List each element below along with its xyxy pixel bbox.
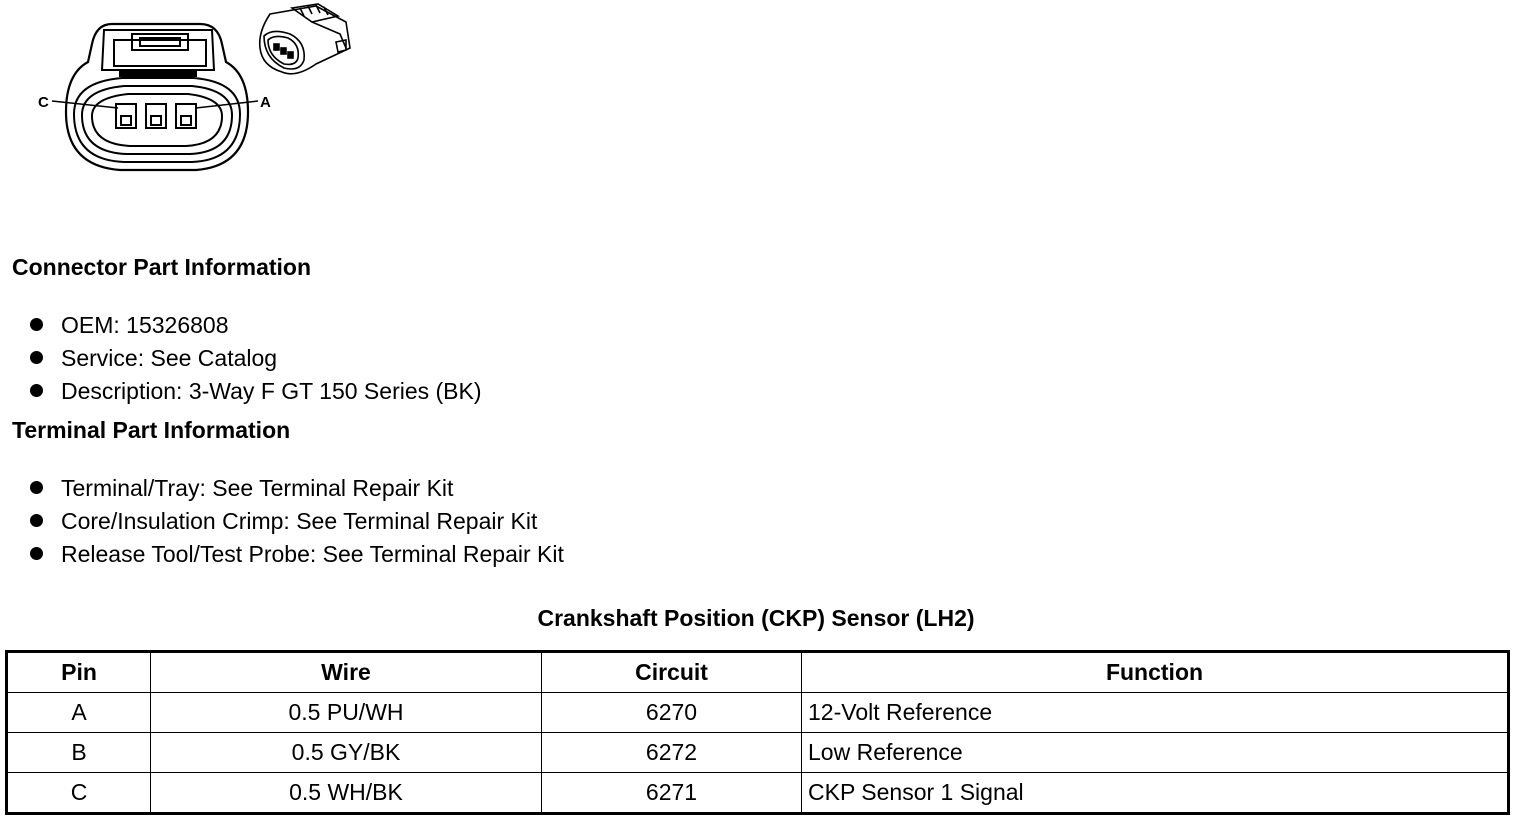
bullet-icon [30, 514, 43, 527]
list-item [30, 537, 564, 570]
list-item [30, 504, 564, 537]
cell-wire: 0.5 GY/BK [151, 733, 542, 773]
table-row [7, 773, 1509, 814]
cell-pin: B [7, 733, 151, 773]
bullet-icon [30, 351, 43, 364]
list-item-text: OEM: 15326808 [61, 311, 229, 338]
table-row [7, 693, 1509, 733]
cell-wire: 0.5 PU/WH [151, 693, 542, 733]
cell-circuit: 6270 [542, 693, 802, 733]
bullet-icon [30, 481, 43, 494]
bullet-icon [30, 547, 43, 560]
pin-c-label: C [38, 94, 49, 111]
bullet-icon [30, 318, 43, 331]
terminal-part-information-heading: Terminal Part Information [12, 417, 291, 443]
column-header-pin: Pin [7, 652, 151, 693]
list-item-text: Description: 3-Way F GT 150 Series (BK) [61, 377, 482, 404]
table-row [7, 733, 1509, 773]
cell-function: 12-Volt Reference [802, 693, 1509, 733]
pinout-table-title: Crankshaft Position (CKP) Sensor (LH2) [537, 605, 975, 631]
list-item [30, 471, 564, 504]
column-header-wire: Wire [151, 652, 542, 693]
list-item-text: Service: See Catalog [61, 344, 278, 371]
list-item [30, 308, 482, 341]
connector-part-information-heading: Connector Part Information [12, 254, 312, 280]
table-header-row [7, 652, 1509, 693]
list-item [30, 341, 482, 374]
connector-face-view [52, 24, 258, 170]
terminal-part-information-list [30, 471, 564, 570]
connector-part-information-list [30, 308, 482, 407]
cell-pin: C [7, 773, 151, 814]
cell-circuit: 6271 [542, 773, 802, 814]
cell-wire: 0.5 WH/BK [151, 773, 542, 814]
list-item-text: Release Tool/Test Probe: See Terminal Repair Kit [61, 540, 564, 567]
cell-pin: A [7, 693, 151, 733]
connector-illustration [0, 0, 380, 200]
cell-function: Low Reference [802, 733, 1509, 773]
list-item [30, 374, 482, 407]
pin-a-label: A [260, 94, 271, 111]
connector-isometric-view [260, 4, 350, 74]
list-item-text: Core/Insulation Crimp: See Terminal Repair Kit [61, 507, 538, 534]
list-item-text: Terminal/Tray: See Terminal Repair Kit [61, 474, 454, 501]
cell-circuit: 6272 [542, 733, 802, 773]
pinout-table [5, 650, 1510, 815]
column-header-function: Function [802, 652, 1509, 693]
column-header-circuit: Circuit [542, 652, 802, 693]
bullet-icon [30, 384, 43, 397]
cell-function: CKP Sensor 1 Signal [802, 773, 1509, 814]
